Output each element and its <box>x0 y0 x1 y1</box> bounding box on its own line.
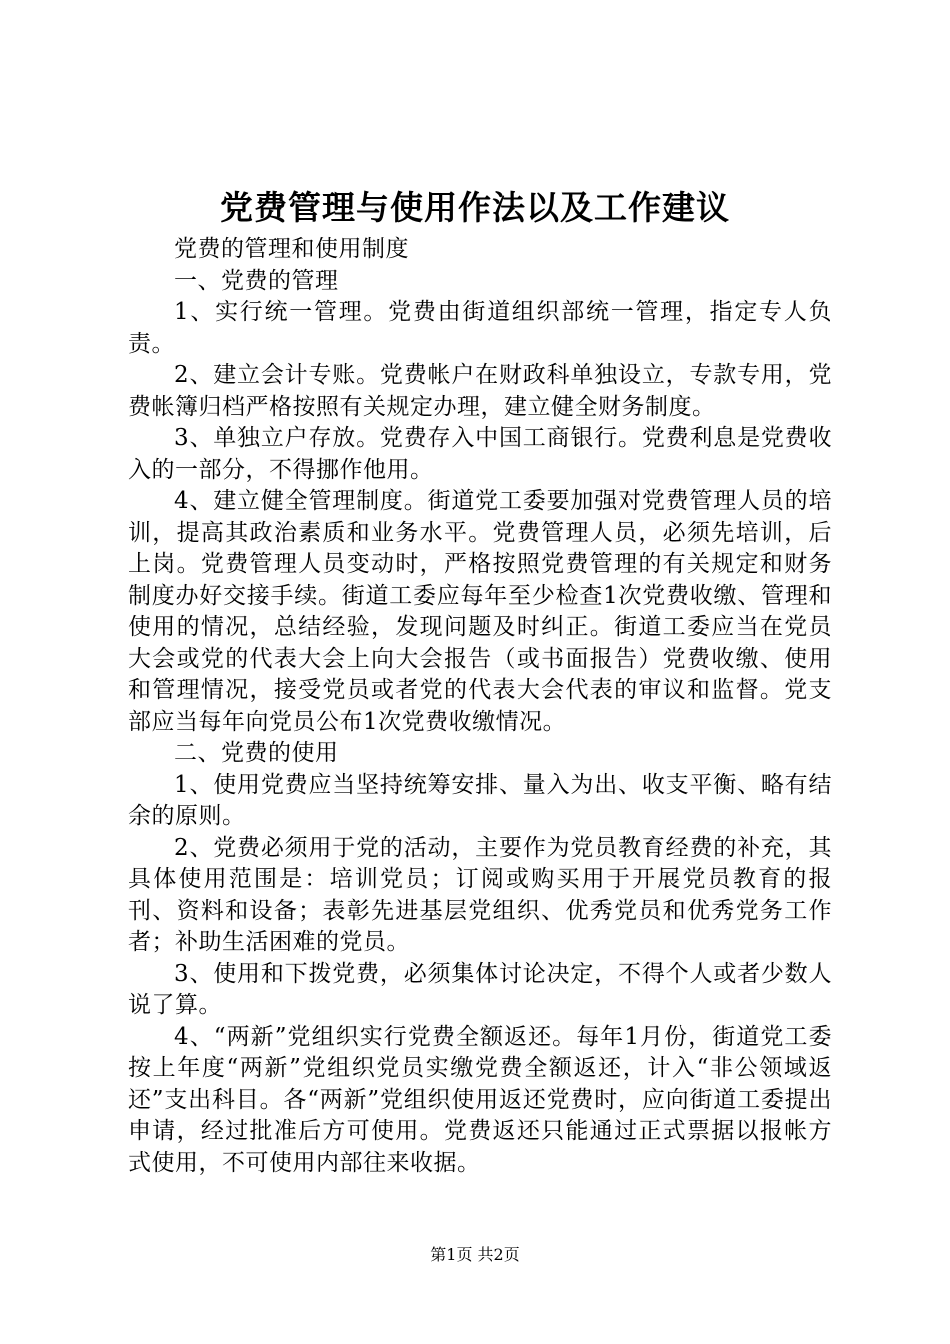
paragraph: 2、建立会计专账。党费帐户在财政科单独设立，专款专用，党费帐簿归档严格按照有关规定办理，建立健全财务制度。 <box>128 362 832 420</box>
paragraph-heading: 党费的管理和使用制度 <box>174 236 409 262</box>
paragraph: 4、“两新”党组织实行党费全额返还。每年1月份，街道党工委按上年度“两新”党组织党员实缴党费全额返还，计入“非公领域返还”支出科目。各“两新”党组织使用返还党费时，应向街道工委提出申请，经过批准后方可使用。党费返还只能通过正式票据以报帐方式使用，不可使用内部往来收据。 <box>128 1023 832 1176</box>
paragraph: 1、实行统一管理。党费由街道组织部统一管理，指定专人负责。 <box>128 299 832 357</box>
paragraph: 2、党费必须用于党的活动，主要作为党员教育经费的补充，其具体使用范围是：培训党员；订阅或购买用于开展党员教育的报刊、资料和设备；表彰先进基层党组织、优秀党员和优秀党务工作者；补助生活困难的党员。 <box>128 834 832 955</box>
section-heading-usage: 二、党费的使用 <box>174 740 339 766</box>
page-footer: 第1页 共2页 <box>430 1245 520 1264</box>
paragraph: 4、建立健全管理制度。街道党工委要加强对党费管理人员的培训，提高其政治素质和业务水平。党费管理人员，必须先培训，后上岗。党费管理人员变动时，严格按照党费管理的有关规定和财务制度办好交接手续。街道工委应每年至少检查1次党费收缴、管理和使用的情况，总结经验，发现问题及时纠正。街道工委应当在党员大会或党的代表大会上向大会报告（或书面报告）党费收缴、使用和管理情况，接受党员或者党的代表大会代表的审议和监督。党支部应当每年向党员公布1次党费收缴情况。 <box>128 488 832 735</box>
document-body <box>128 234 832 1179</box>
paragraph: 1、使用党费应当坚持统筹安排、量入为出、收支平衡、略有结余的原则。 <box>128 771 832 829</box>
document-title: 党费管理与使用作法以及工作建议 <box>220 188 730 227</box>
paragraph: 3、使用和下拨党费，必须集体讨论决定，不得个人或者少数人说了算。 <box>128 960 832 1018</box>
section-heading-management: 一、党费的管理 <box>174 267 339 294</box>
paragraph: 3、单独立户存放。党费存入中国工商银行。党费利息是党费收入的一部分，不得挪作他用。 <box>128 425 832 483</box>
